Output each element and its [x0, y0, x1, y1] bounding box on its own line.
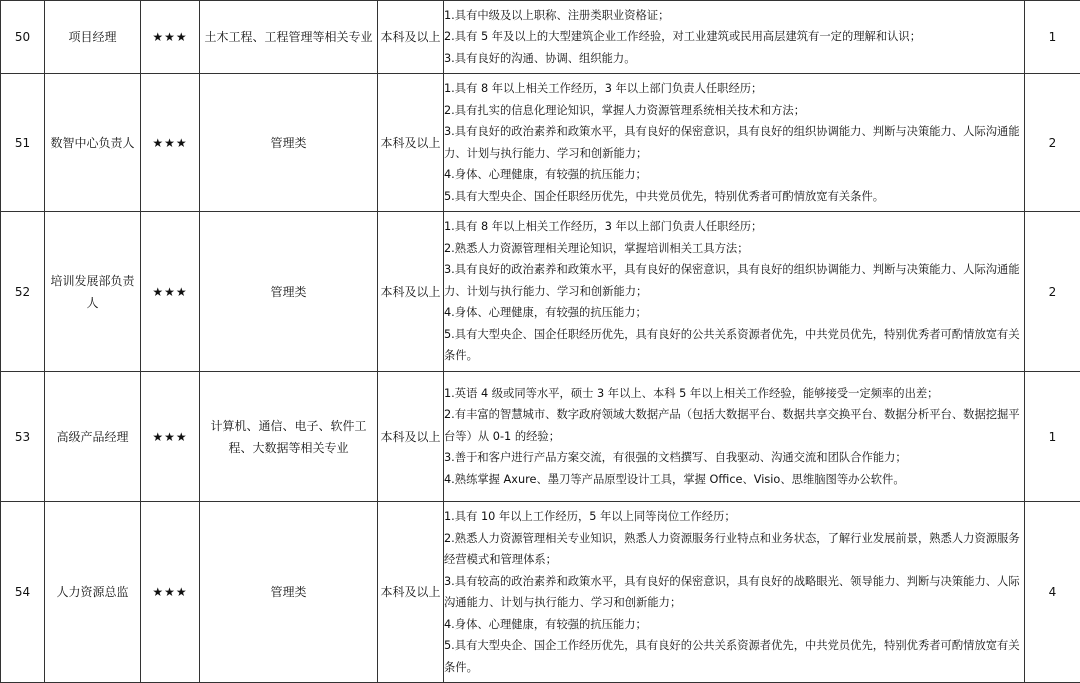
level-stars: ★★★ [141, 74, 200, 212]
requirement-item: 4.身体、心理健康，有较强的抗压能力； [444, 168, 647, 181]
education-requirement: 本科及以上 [378, 1, 444, 74]
requirement-item: 3.具有良好的政治素养和政策水平，具有良好的保密意识，具有良好的组织协调能力、判断与决策能力、人际沟通能力、计划与执行能力、学习和创新能力； [444, 263, 1020, 298]
major-requirement: 管理类 [200, 74, 378, 212]
position-name: 人力资源总监 [45, 502, 141, 683]
education-requirement: 本科及以上 [378, 212, 444, 372]
row-number: 50 [1, 1, 45, 74]
position-name: 高级产品经理 [45, 372, 141, 502]
requirement-item: 1.英语 4 级或同等水平，硕士 3 年以上、本科 5 年以上相关工作经验，能够接受一定频率的出差； [444, 386, 939, 400]
table-row [1, 212, 1080, 372]
position-name: 数智中心负责人 [45, 74, 141, 212]
requirement-item: 1.具有 10 年以上工作经历，5 年以上同等岗位工作经历； [444, 510, 736, 523]
headcount: 2 [1025, 212, 1080, 372]
major-requirement: 管理类 [200, 502, 378, 683]
requirement-item: 2.熟悉人力资源管理相关专业知识，熟悉人力资源服务行业特点和业务状态，了解行业发展前景，熟悉人力资源服务经营模式和管理体系； [444, 531, 1020, 566]
requirement-item: 2.有丰富的智慧城市、数字政府领域大数据产品（包括大数据平台、数据共享交换平台、数据分析平台、数据挖掘平台等）从 0-1 的经验； [444, 408, 1020, 443]
level-stars: ★★★ [141, 212, 200, 372]
headcount: 1 [1025, 1, 1080, 74]
education-requirement: 本科及以上 [378, 372, 444, 502]
table-body [1, 1, 1080, 683]
job-requirements [444, 1, 1025, 74]
requirement-item: 1.具有 8 年以上相关工作经历，3 年以上部门负责人任职经历； [444, 220, 763, 234]
requirement-item: 3.具有良好的政治素养和政策水平，具有良好的保密意识，具有良好的组织协调能力、判断与决策能力、人际沟通能力、计划与执行能力、学习和创新能力； [444, 125, 1020, 160]
requirement-item: 4.熟练掌握 Axure、墨刀等产品原型设计工具，掌握 Office、Visio、思维脑图等办公软件。 [444, 472, 905, 486]
headcount: 4 [1025, 502, 1080, 683]
table-row [1, 372, 1080, 502]
table-row [1, 1, 1080, 74]
requirement-item: 3.具有较高的政治素养和政策水平，具有良好的保密意识，具有良好的战略眼光、领导能力、判断与决策能力、人际沟通能力、计划与执行能力、学习和创新能力； [444, 574, 1020, 609]
job-requirements [444, 212, 1025, 372]
level-stars: ★★★ [141, 1, 200, 74]
job-requirements [444, 372, 1025, 502]
requirement-item: 2.熟悉人力资源管理相关理论知识，掌握培训相关工具方法； [444, 241, 749, 255]
job-requirements [444, 74, 1025, 212]
table-row [1, 502, 1080, 683]
requirement-item: 4.身体、心理健康，有较强的抗压能力； [444, 617, 647, 631]
requirement-item: 1.具有中级及以上职称、注册类职业资格证； [444, 8, 670, 22]
row-number: 51 [1, 74, 45, 212]
headcount: 2 [1025, 74, 1080, 212]
education-requirement: 本科及以上 [378, 502, 444, 683]
headcount: 1 [1025, 372, 1080, 502]
job-requirements [444, 502, 1025, 683]
requirement-item: 5.具有大型央企、国企任职经历优先，具有良好的公共关系资源者优先，中共党员优先，特别优秀者可酌情放宽有关条件。 [444, 327, 1020, 363]
requirement-item: 3.具有良好的沟通、协调、组织能力。 [444, 51, 636, 65]
requirement-item: 5.具有大型央企、国企工作经历优先，具有良好的公共关系资源者优先，中共党员优先，特别优秀者可酌情放宽有关条件。 [444, 639, 1020, 674]
row-number: 53 [1, 372, 45, 502]
requirement-item: 2.具有扎实的信息化理论知识，掌握人力资源管理系统相关技术和方法； [444, 103, 805, 117]
level-stars: ★★★ [141, 502, 200, 683]
requirement-item: 1.具有 8 年以上相关工作经历，3 年以上部门负责人任职经历； [444, 82, 763, 95]
requirement-item: 3.善于和客户进行产品方案交流，有很强的文档撰写、自我驱动、沟通交流和团队合作能力； [444, 451, 907, 465]
requirement-item: 4.身体、心理健康，有较强的抗压能力； [444, 306, 647, 320]
requirement-item: 2.具有 5 年及以上的大型建筑企业工作经验，对工业建筑或民用高层建筑有一定的理解和认识； [444, 30, 922, 44]
table-row [1, 74, 1080, 212]
requirement-item: 5.具有大型央企、国企任职经历优先，中共党员优先，特别优秀者可酌情放宽有关条件。 [444, 189, 885, 203]
education-requirement: 本科及以上 [378, 74, 444, 212]
position-name: 培训发展部负责人 [45, 212, 141, 372]
row-number: 52 [1, 212, 45, 372]
major-requirement: 土木工程、工程管理等相关专业 [200, 1, 378, 74]
level-stars: ★★★ [141, 372, 200, 502]
major-requirement: 计算机、通信、电子、软件工程、大数据等相关专业 [200, 372, 378, 502]
major-requirement: 管理类 [200, 212, 378, 372]
row-number: 54 [1, 502, 45, 683]
position-name: 项目经理 [45, 1, 141, 74]
